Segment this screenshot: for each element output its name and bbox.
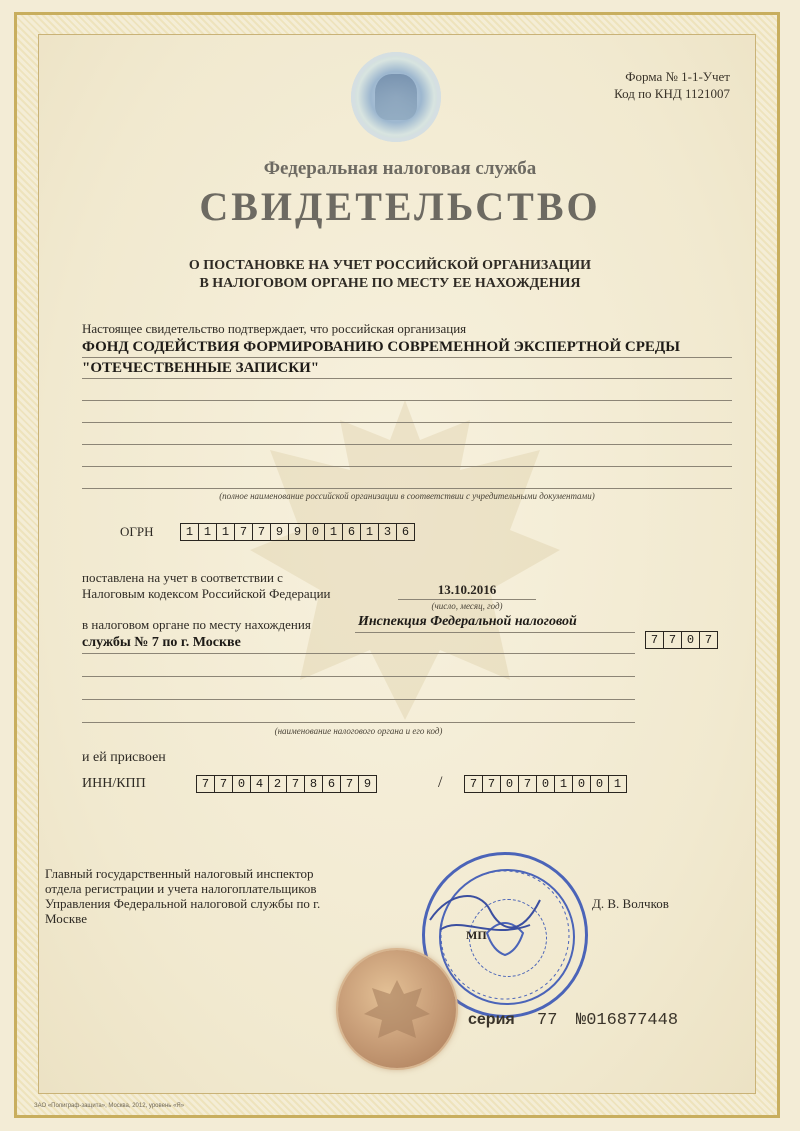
ogrn-digit: 0 bbox=[306, 523, 325, 541]
printer-imprint: ЗАО «Полиграф-защита», Москва, 2012, уровень «Я» bbox=[34, 1103, 185, 1109]
ogrn-digit: 9 bbox=[270, 523, 289, 541]
tax-office-intro: в налоговом органе по месту нахождения bbox=[82, 617, 311, 632]
tax-office-name-1: Инспекция Федеральной налоговой bbox=[358, 614, 577, 629]
signatory-name: Д. В. Волчков bbox=[592, 896, 669, 911]
serial-number: №016877448 bbox=[576, 1011, 679, 1030]
inn-digit: 2 bbox=[268, 775, 287, 793]
inn-kpp-label: ИНН/КПП bbox=[82, 776, 146, 791]
kpp-digit: 1 bbox=[608, 775, 627, 793]
kpp-digit: 0 bbox=[536, 775, 555, 793]
org-name-line-1: ФОНД СОДЕЙСТВИЯ ФОРМИРОВАНИЮ СОВРЕМЕННОЙ ЭКСПЕРТНОЙ СРЕДЫ bbox=[82, 339, 680, 355]
ogrn-label: ОГРН bbox=[120, 524, 154, 539]
form-number: Форма № 1-1-Учет bbox=[625, 69, 730, 84]
inn-digit: 4 bbox=[250, 775, 269, 793]
inn-digit: 0 bbox=[232, 775, 251, 793]
document-subtitle: О ПОСТАНОВКЕ НА УЧЕТ РОССИЙСКОЙ ОРГАНИЗАЦИИ В НАЛОГОВОМ ОРГАНЕ ПО МЕСТУ ЕЕ НАХОЖДЕНИЯ bbox=[188, 258, 592, 291]
tax-office-caption: (наименование налогового органа и его код) bbox=[274, 726, 443, 736]
inn-digit: 7 bbox=[214, 775, 233, 793]
ogrn-digit: 3 bbox=[378, 523, 397, 541]
kpp-digit: 0 bbox=[572, 775, 591, 793]
inn-digit: 9 bbox=[358, 775, 377, 793]
document-title: СВИДЕТЕЛЬСТВО bbox=[199, 184, 601, 229]
ogrn-digit: 7 bbox=[234, 523, 253, 541]
date-caption: (число, месяц, год) bbox=[431, 601, 503, 611]
intro-text: Настоящее свидетельство подтверждает, что российская организация bbox=[82, 321, 467, 336]
kpp-digit: 7 bbox=[518, 775, 537, 793]
assigned-text: и ей присвоен bbox=[82, 750, 166, 765]
stamp-place-mark: МП bbox=[466, 928, 487, 942]
tax-office-code-digit: 0 bbox=[681, 631, 700, 649]
ogrn-value bbox=[180, 523, 414, 541]
inn-kpp-separator: / bbox=[438, 774, 443, 791]
ogrn-digit: 1 bbox=[216, 523, 235, 541]
registration-text-2: Налоговым кодексом Российской Федерации bbox=[82, 586, 331, 601]
ogrn-digit: 1 bbox=[360, 523, 379, 541]
coat-of-arms-watermark bbox=[240, 380, 570, 740]
registration-text-1: поставлена на учет в соответствии с bbox=[82, 570, 283, 585]
inn-digit: 7 bbox=[196, 775, 215, 793]
ogrn-digit: 9 bbox=[288, 523, 307, 541]
ogrn-digit: 6 bbox=[342, 523, 361, 541]
signatory-position: Главный государственный налоговый инспектор отдела регистрации и учета налогоплательщиков Управления Федеральной налоговой службы по г. Москве bbox=[45, 866, 321, 926]
inn-digit: 8 bbox=[304, 775, 323, 793]
kpp-digit: 0 bbox=[500, 775, 519, 793]
gold-emblem-seal bbox=[338, 950, 456, 1068]
kpp-digit: 1 bbox=[554, 775, 573, 793]
kpp-digit: 7 bbox=[482, 775, 501, 793]
org-name-caption: (полное наименование российской организации в соответствии с учредительными документами) bbox=[219, 491, 595, 501]
issuing-authority: Федеральная налоговая служба bbox=[263, 158, 537, 179]
form-number-block bbox=[614, 68, 730, 102]
ogrn-digit: 7 bbox=[252, 523, 271, 541]
ogrn-digit: 1 bbox=[324, 523, 343, 541]
knd-code: Код по КНД 1121007 bbox=[614, 86, 730, 101]
tax-office-code-digit: 7 bbox=[645, 631, 664, 649]
inn-digit: 7 bbox=[286, 775, 305, 793]
tax-office-name-2: службы № 7 по г. Москве bbox=[82, 635, 241, 650]
series-value: 77 bbox=[537, 1011, 558, 1030]
ogrn-digit: 1 bbox=[180, 523, 199, 541]
tax-office-code-digit: 7 bbox=[663, 631, 682, 649]
kpp-digit: 0 bbox=[590, 775, 609, 793]
kpp-digit: 7 bbox=[464, 775, 483, 793]
kpp-value bbox=[464, 775, 626, 793]
inn-digit: 6 bbox=[322, 775, 341, 793]
org-name-line-2: "ОТЕЧЕСТВЕННЫЕ ЗАПИСКИ" bbox=[82, 360, 320, 376]
series-label: серия bbox=[468, 1011, 515, 1028]
inn-digit: 7 bbox=[340, 775, 359, 793]
ogrn-digit: 1 bbox=[198, 523, 217, 541]
ogrn-digit: 6 bbox=[396, 523, 415, 541]
inn-value bbox=[196, 775, 376, 793]
hologram-emblem bbox=[351, 52, 441, 142]
tax-office-code bbox=[645, 631, 717, 649]
tax-office-code-digit: 7 bbox=[699, 631, 718, 649]
registration-date: 13.10.2016 bbox=[437, 582, 497, 597]
